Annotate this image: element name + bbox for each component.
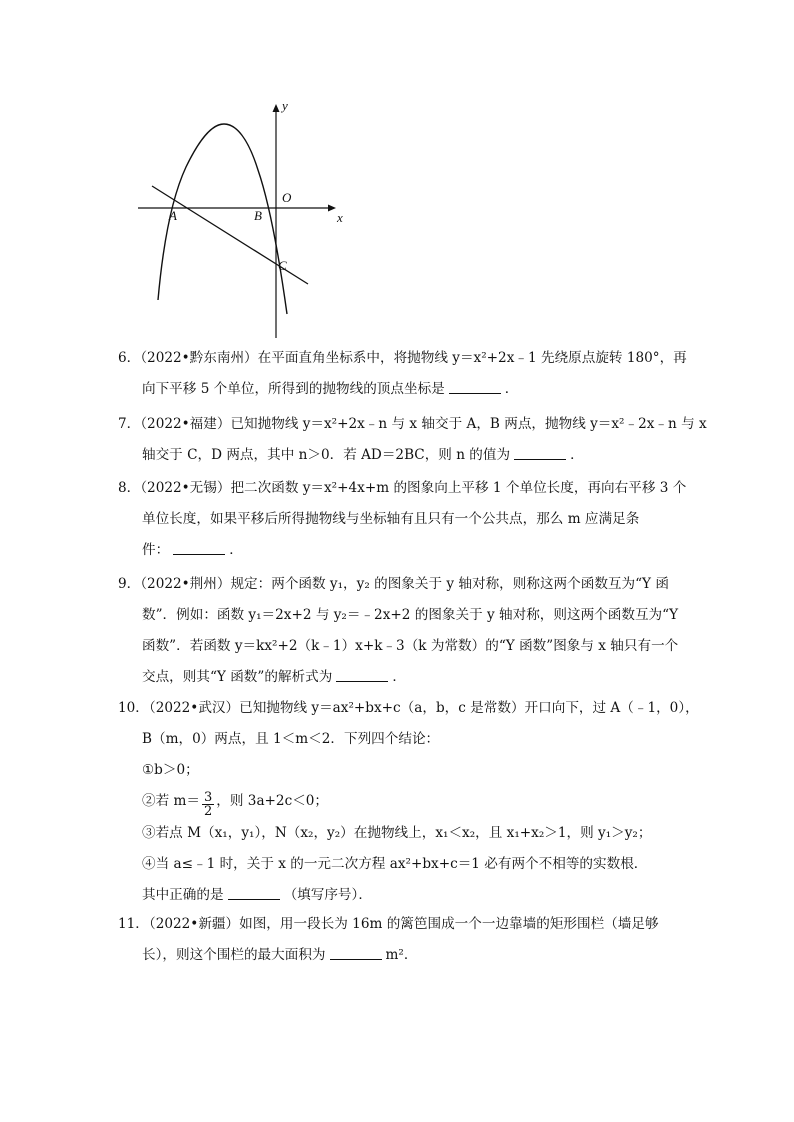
q10-answer-blank[interactable] — [228, 887, 280, 900]
q11-unit: m²． — [385, 947, 418, 963]
q9-source: （2022•荆州） — [140, 576, 231, 592]
q10-tail-2: （填写序号）． — [283, 887, 372, 903]
point-c-label: C — [278, 258, 287, 273]
q9-text-1: 规定：两个函数 y₁，y₂ 的图象关于 y 轴对称，则称这两个函数互为“Y 函 — [230, 576, 669, 592]
q8-number: 8． — [118, 480, 141, 496]
q6-source: （2022•黔东南州） — [140, 350, 258, 366]
q8-period: ． — [229, 542, 243, 558]
q9-line-4: 交点，则其“Y 函数”的解析式为 — [142, 669, 333, 685]
q11-answer-blank[interactable] — [330, 947, 382, 960]
q8-text-1: 把二次函数 y＝x²+4x+m 的图象向上平移 1 个单位长度，再向右平移 3 个 — [230, 480, 687, 496]
point-a-label: A — [169, 208, 177, 223]
q6-equation: y＝x²+2x﹣1 — [452, 350, 537, 366]
q8-line-2: 单位长度，如果平移后所得抛物线与坐标轴有且只有一个公共点，那么 m 应满足条 — [142, 511, 640, 527]
q11-text-1: 如图，用一段长为 16m 的篱笆围成一个一边靠墙的矩形围栏（墙足够 — [239, 916, 659, 932]
fraction-numerator: 3 — [204, 790, 213, 805]
question-9 — [118, 569, 678, 693]
fraction-three-halves — [202, 791, 214, 818]
q10-choice-2-b: ，则 3a+2c＜0； — [216, 793, 329, 809]
q7-source: （2022•福建） — [140, 416, 231, 432]
q6-text-2: 先绕原点旋转 180°，再 — [536, 350, 687, 366]
q10-tail: 其中正确的是 — [142, 887, 224, 903]
q8-line-3: 件： — [142, 542, 170, 558]
q9-answer-blank[interactable] — [336, 669, 388, 682]
q10-line-2: B（m，0）两点，且 1＜m＜2．下列四个结论： — [142, 731, 440, 747]
parabola-figure — [130, 94, 360, 344]
fraction-denominator: 2 — [204, 804, 213, 819]
q10-text-1: 已知抛物线 y＝ax²+bx+c（a，b，c 是常数）开口向下，过 A（﹣1，0）， — [239, 700, 699, 716]
q9-number: 9． — [118, 576, 141, 592]
q6-period: ． — [504, 381, 519, 397]
q6-text-1: 在平面直角坐标系中，将抛物线 — [257, 350, 453, 366]
q10-choice-2-a: ②若 m＝ — [142, 793, 200, 809]
parabola-curve — [158, 124, 287, 314]
q6-number: 6． — [118, 350, 141, 366]
question-6 — [118, 343, 687, 405]
q10-source: （2022•武汉） — [148, 700, 240, 716]
q10-choice-4: ④当 a≤﹣1 时，关于 x 的一元二次方程 ax²+bx+c＝1 必有两个不相等的实数根． — [142, 856, 648, 872]
q9-line-3: 函数”．若函数 y＝kx²+2（k﹣1）x+k﹣3（k 为常数）的“Y 函数”图象与 x 轴只有一个 — [142, 638, 679, 654]
q11-line-2: 长），则这个围栏的最大面积为 — [142, 947, 326, 963]
q6-answer-blank[interactable] — [449, 381, 501, 394]
q10-number: 10． — [118, 700, 149, 716]
q9-period: ． — [392, 669, 406, 685]
q8-answer-blank[interactable] — [173, 542, 225, 555]
origin-label: O — [282, 190, 292, 205]
x-axis-label: x — [337, 210, 343, 225]
q11-number: 11． — [118, 916, 149, 932]
question-7 — [118, 409, 707, 471]
q10-choice-1: ①b＞0； — [142, 762, 199, 778]
q8-source: （2022•无锡） — [140, 480, 231, 496]
y-axis-arrow — [273, 104, 280, 112]
q11-source: （2022•新疆） — [148, 916, 240, 932]
point-b-label: B — [254, 208, 262, 223]
x-axis-arrow — [328, 205, 336, 212]
y-axis-label: y — [282, 98, 288, 113]
q7-line-2: 轴交于 C，D 两点，其中 n＞0．若 AD＝2BC，则 n 的值为 — [142, 447, 511, 463]
question-8 — [118, 473, 687, 566]
q7-number: 7． — [118, 416, 141, 432]
question-10 — [118, 693, 699, 911]
q7-text-1: 已知抛物线 y＝x²+2x﹣n 与 x 轴交于 A，B 两点，抛物线 y＝x²﹣2x﹣n 与 x — [230, 416, 707, 432]
q7-period: ． — [570, 447, 584, 463]
q6-line-2: 向下平移 5 个单位，所得到的抛物线的顶点坐标是 — [142, 381, 445, 397]
q7-answer-blank[interactable] — [514, 447, 566, 460]
q9-line-2: 数”．例如：函数 y₁＝2x+2 与 y₂＝﹣2x+2 的图象关于 y 轴对称，则这两个函数互为“Y — [142, 607, 679, 623]
question-11 — [118, 909, 678, 971]
q10-choice-3: ③若点 M（x₁，y₁），N（x₂，y₂）在抛物线上，x₁＜x₂，且 x₁+x₂＞1，则 y₁＞y₂； — [142, 825, 652, 841]
